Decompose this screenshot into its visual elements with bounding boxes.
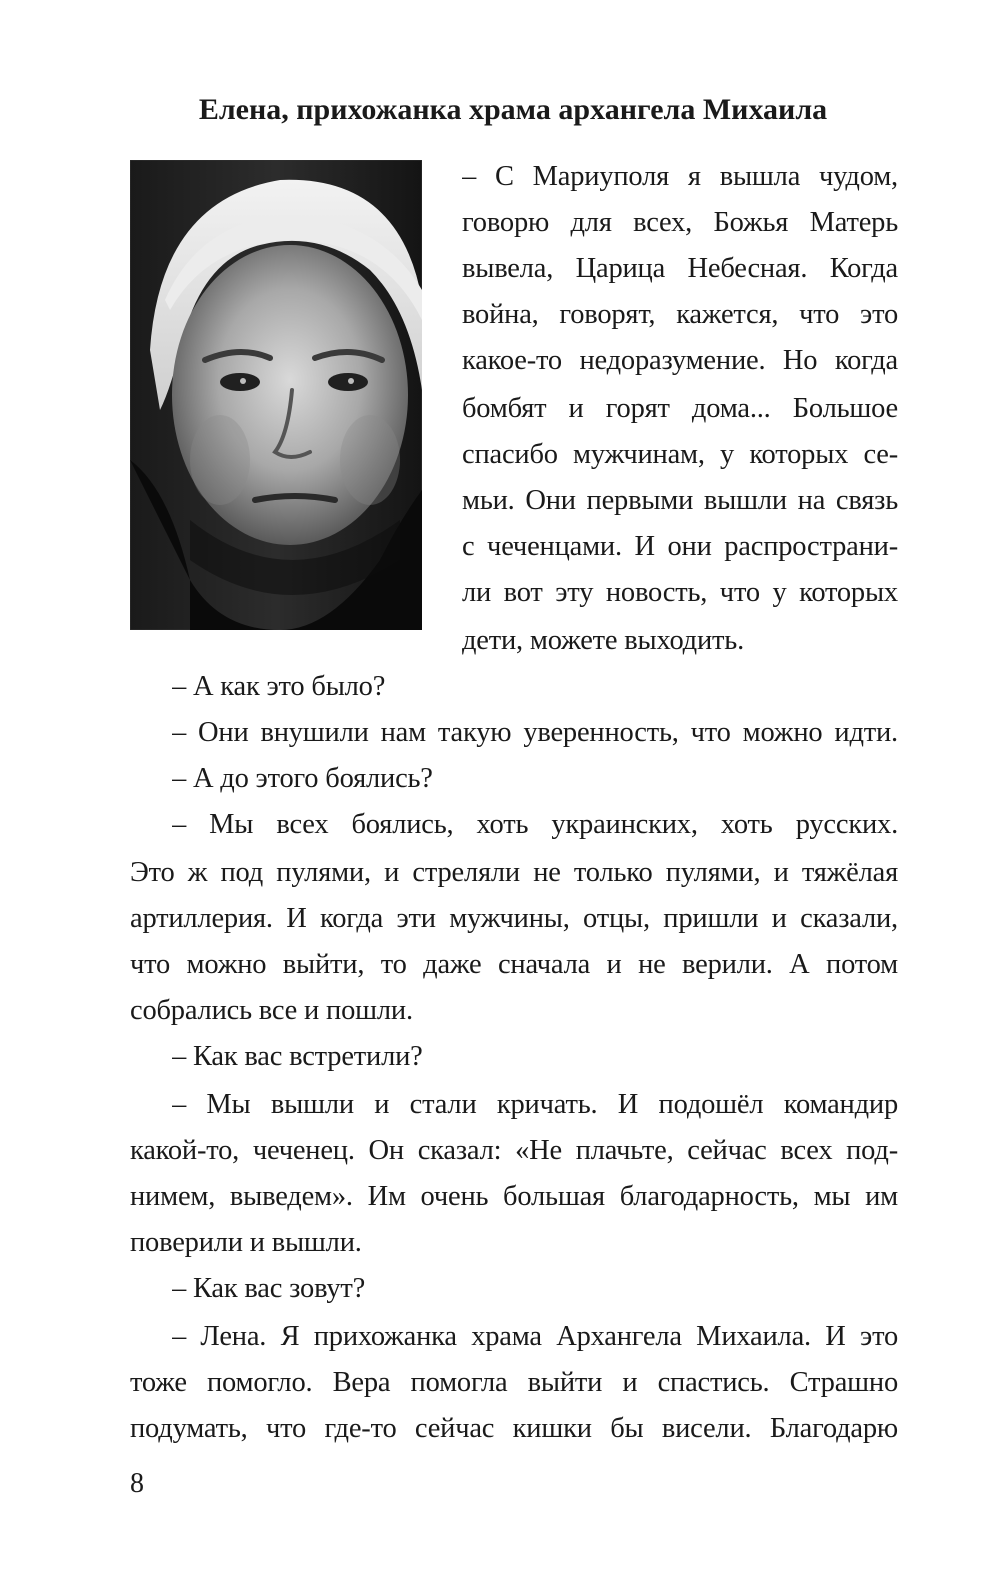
text-line: поверили и вышли. [130, 1227, 362, 1258]
text-line: ли вот эту новость, что у которых [462, 577, 898, 608]
text-line: – Как вас встретили? [172, 1041, 423, 1072]
text-line: бомбят и горят дома... Большое [462, 393, 898, 424]
text-line: с чеченцами. И они распространи- [462, 531, 898, 562]
text-line: спасибо мужчинам, у которых се- [462, 439, 898, 470]
text-line: – Мы вышли и стали кричать. И подошёл командир [172, 1089, 898, 1120]
text-line: тоже помогло. Вера помогла выйти и спастись. Страшно [130, 1367, 898, 1398]
text-line: дети, можете выходить. [462, 625, 745, 656]
text-line: – Мы всех боялись, хоть украинских, хоть русских. [172, 809, 898, 840]
text-line: нимем, выведем». Им очень большая благодарность, мы им [130, 1181, 898, 1212]
text-line: какой-то, чеченец. Он сказал: «Не плачьте, сейчас всех под- [130, 1135, 898, 1166]
text-line: – С Мариуполя я вышла чудом, [462, 161, 898, 192]
section-heading: Елена, прихожанка храма архангела Михаила [198, 93, 828, 126]
text-line: собрались все и пошли. [130, 995, 413, 1026]
text-line: что можно выйти, то даже сначала и не верили. А потом [130, 949, 898, 980]
text-line: война, говорят, кажется, что это [462, 299, 898, 330]
text-line: вывела, Царица Небесная. Когда [462, 253, 898, 284]
text-line: – А до этого боялись? [172, 763, 433, 794]
text-line: – Как вас зовут? [172, 1273, 366, 1304]
text-line: артиллерия. И когда эти мужчины, отцы, пришли и сказали, [130, 903, 898, 934]
text-line: – А как это было? [172, 671, 386, 702]
text-line: – Они внушили нам такую уверенность, что можно идти. [172, 717, 898, 748]
text-line: подумать, что где-то сейчас кишки бы висели. Благодарю [130, 1413, 898, 1444]
text-line: – Лена. Я прихожанка храма Архангела Михаила. И это [172, 1321, 898, 1352]
text-line: Это ж под пулями, и стреляли не только пулями, и тяжёлая [130, 857, 898, 888]
text-line: говорю для всех, Божья Матерь [462, 207, 898, 238]
text-line: мьи. Они первыми вышли на связь [462, 485, 898, 516]
page-number: 8 [130, 1468, 144, 1499]
text-line: какое-то недоразумение. Но когда [462, 345, 898, 376]
